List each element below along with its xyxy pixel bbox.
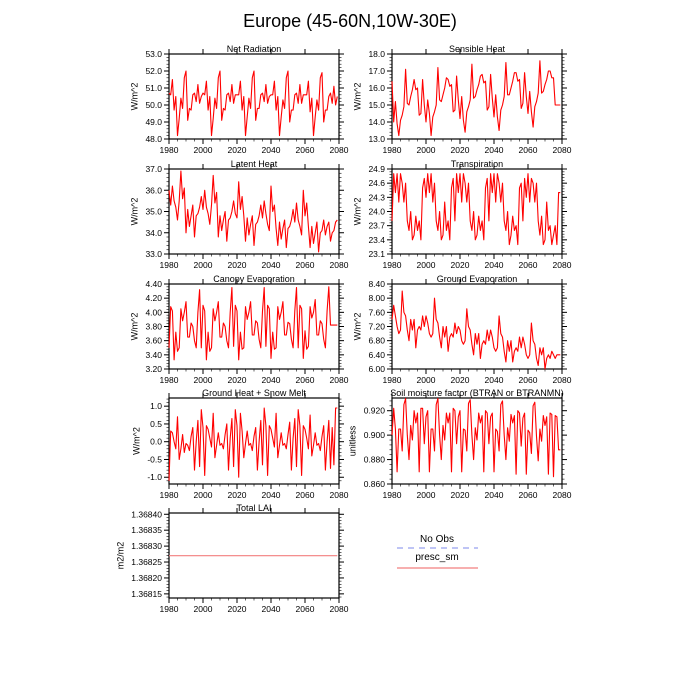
x-tick-label: 1980 — [382, 375, 402, 385]
y-tick-label: 24.3 — [368, 192, 385, 203]
y-axis-label: W/m^2 — [352, 312, 363, 341]
y-tick-label: 53.0 — [145, 49, 162, 59]
y-tick-label: 23.1 — [368, 249, 385, 259]
panels — [115, 44, 571, 614]
panel-soil-moisture-factor-btran-or-btranmn — [348, 388, 572, 500]
legend — [397, 534, 478, 568]
y-tick-label: 8.00 — [368, 293, 385, 304]
y-tick-label: 13.0 — [368, 134, 385, 144]
x-tick-label: 1980 — [382, 145, 402, 155]
x-tick-label: 2080 — [552, 260, 572, 270]
x-tick-label: 1980 — [159, 375, 179, 385]
series-line-soil-moisture-factor-btran-or-btranmn — [392, 399, 560, 477]
x-tick-label: 2060 — [295, 604, 315, 614]
y-tick-label: 1.36840 — [131, 509, 162, 520]
y-tick-label: 0.5 — [150, 418, 162, 429]
y-tick-label: 15.0 — [368, 100, 385, 110]
y-tick-label: 52.0 — [145, 66, 162, 76]
y-tick-label: 0.0 — [150, 436, 162, 447]
x-tick-label: 2040 — [484, 490, 504, 500]
y-tick-label: 6.80 — [368, 335, 385, 346]
x-tick-label: 2080 — [552, 145, 572, 155]
x-tick-label: 2040 — [261, 490, 281, 500]
y-tick-label: 7.60 — [368, 307, 385, 318]
x-tick-label: 1980 — [159, 604, 179, 614]
y-tick-label: 14.0 — [368, 117, 385, 127]
y-tick-label: 36.0 — [145, 185, 162, 196]
x-tick-label: 2080 — [329, 490, 349, 500]
x-tick-label: 2060 — [518, 260, 538, 270]
x-tick-label: 2040 — [261, 260, 281, 270]
panel-title: Total LAI — [236, 503, 272, 513]
x-tick-label: 2020 — [227, 260, 247, 270]
x-tick-label: 2060 — [518, 145, 538, 155]
x-tick-label: 2080 — [552, 490, 572, 500]
y-axis-label: m2/m2 — [115, 541, 126, 570]
x-tick-label: 1980 — [159, 145, 179, 155]
x-tick-label: 2020 — [227, 604, 247, 614]
y-tick-label: -1.0 — [147, 472, 162, 483]
x-tick-label: 2080 — [329, 260, 349, 270]
y-tick-label: 0.880 — [363, 454, 385, 465]
y-tick-label: 35.0 — [145, 206, 162, 217]
y-tick-label: 0.900 — [363, 430, 385, 441]
y-tick-label: 51.0 — [145, 83, 162, 93]
y-tick-label: 4.00 — [145, 307, 162, 318]
x-tick-label: 2000 — [193, 145, 213, 155]
y-tick-label: 3.20 — [145, 364, 162, 374]
y-tick-label: 24.9 — [368, 164, 385, 174]
x-tick-label: 2000 — [193, 604, 213, 614]
x-tick-label: 2000 — [416, 490, 436, 500]
series-line-ground-heat-snow-melt — [169, 408, 337, 481]
panel-total-lai — [115, 503, 348, 614]
x-tick-label: 2020 — [227, 490, 247, 500]
y-tick-label: 33.0 — [145, 249, 162, 259]
x-tick-label: 2020 — [450, 490, 470, 500]
y-axis-label: W/m^2 — [131, 427, 142, 455]
x-tick-label: 2000 — [416, 145, 436, 155]
y-tick-label: 1.36820 — [131, 572, 162, 583]
plot-frame — [169, 284, 339, 369]
x-tick-label: 2060 — [518, 375, 538, 385]
y-tick-label: 0.920 — [363, 405, 385, 416]
series-line-transpiration — [392, 174, 560, 245]
x-tick-label: 2060 — [295, 490, 315, 500]
plot-frame — [392, 169, 562, 254]
panel-title: Latent Heat — [230, 159, 278, 169]
panel-latent-heat — [129, 159, 348, 270]
y-tick-label: 4.40 — [145, 279, 162, 289]
x-tick-label: 2020 — [450, 260, 470, 270]
x-tick-label: 2080 — [552, 375, 572, 385]
y-tick-label: 37.0 — [145, 164, 162, 174]
panel-title: Ground Heat + Snow Melt — [202, 388, 306, 398]
y-tick-label: 17.0 — [368, 66, 385, 76]
y-axis-label: W/m^2 — [129, 197, 140, 226]
y-tick-label: 23.4 — [368, 234, 385, 245]
x-tick-label: 2000 — [193, 490, 213, 500]
y-tick-label: -0.5 — [147, 454, 162, 465]
y-tick-label: 24.6 — [368, 178, 385, 189]
y-tick-label: 49.0 — [145, 117, 162, 127]
y-tick-label: 3.40 — [145, 349, 162, 360]
x-tick-label: 2040 — [484, 260, 504, 270]
panel-title: Net Radiation — [226, 44, 282, 54]
y-axis-label: W/m^2 — [352, 197, 363, 226]
x-tick-label: 2040 — [261, 604, 281, 614]
y-tick-label: 24.0 — [368, 206, 385, 217]
x-tick-label: 2000 — [193, 375, 213, 385]
legend-label-presc-sm: presc_sm — [415, 552, 459, 563]
y-tick-label: 3.60 — [145, 335, 162, 346]
y-tick-label: 48.0 — [145, 134, 162, 144]
x-tick-label: 2020 — [450, 145, 470, 155]
y-tick-label: 1.36825 — [131, 557, 162, 568]
y-tick-label: 0.860 — [363, 479, 385, 489]
y-axis-label: unitless — [347, 425, 358, 457]
panel-ground-heat-snow-melt — [131, 388, 348, 500]
x-tick-label: 2080 — [329, 375, 349, 385]
figure-title: Europe (45-60N,10W-30E) — [243, 11, 457, 31]
panel-transpiration — [352, 159, 571, 270]
y-tick-label: 16.0 — [368, 83, 385, 93]
panel-canopy-evaporation — [129, 274, 348, 385]
y-tick-label: 3.80 — [145, 321, 162, 332]
y-tick-label: 18.0 — [368, 49, 385, 59]
x-tick-label: 1980 — [382, 260, 402, 270]
x-tick-label: 2080 — [329, 145, 349, 155]
x-tick-label: 2020 — [227, 145, 247, 155]
x-tick-label: 2000 — [416, 375, 436, 385]
series-line-canopy-evaporation — [169, 287, 337, 360]
y-axis-label: W/m^2 — [129, 312, 140, 341]
y-tick-label: 6.40 — [368, 349, 385, 360]
x-tick-label: 2060 — [295, 260, 315, 270]
x-tick-label: 2060 — [295, 375, 315, 385]
x-tick-label: 2040 — [261, 375, 281, 385]
y-tick-label: 4.20 — [145, 293, 162, 304]
y-tick-label: 23.7 — [368, 220, 385, 231]
y-tick-label: 1.36815 — [131, 588, 162, 599]
y-tick-label: 34.0 — [145, 227, 162, 238]
panel-title: Sensible Heat — [448, 44, 506, 54]
y-tick-label: 7.20 — [368, 321, 385, 332]
panel-title: Transpiration — [450, 159, 504, 169]
x-tick-label: 2020 — [450, 375, 470, 385]
panel-net-radiation — [129, 44, 348, 155]
x-tick-label: 1980 — [382, 490, 402, 500]
x-tick-label: 2000 — [416, 260, 436, 270]
panel-title: Soil moisture factor (BTRAN or BTRANMN) — [390, 388, 564, 398]
x-tick-label: 2040 — [261, 145, 281, 155]
panel-title: Canopy Evaporation — [213, 274, 295, 284]
series-line-ground-evaporation — [392, 291, 560, 369]
y-tick-label: 8.40 — [368, 279, 385, 289]
x-tick-label: 1980 — [159, 260, 179, 270]
panel-ground-evaporation — [352, 274, 571, 385]
series-line-sensible-heat — [392, 61, 560, 136]
x-tick-label: 2080 — [329, 604, 349, 614]
x-tick-label: 2020 — [227, 375, 247, 385]
x-tick-label: 2060 — [295, 145, 315, 155]
panel-title: Ground Evaporation — [436, 274, 518, 284]
x-tick-label: 2000 — [193, 260, 213, 270]
y-tick-label: 1.36830 — [131, 541, 162, 552]
panel-sensible-heat — [352, 44, 571, 155]
series-line-latent-heat — [169, 171, 337, 252]
x-tick-label: 2040 — [484, 145, 504, 155]
y-tick-label: 1.36835 — [131, 525, 162, 536]
y-tick-label: 50.0 — [145, 100, 162, 110]
x-tick-label: 1980 — [159, 490, 179, 500]
y-tick-label: 6.00 — [368, 364, 385, 374]
y-tick-label: 1.0 — [150, 401, 162, 412]
y-axis-label: W/m^2 — [352, 82, 363, 111]
x-tick-label: 2060 — [518, 490, 538, 500]
x-tick-label: 2040 — [484, 375, 504, 385]
series-line-net-radiation — [169, 71, 337, 136]
legend-label-no-obs: No Obs — [420, 534, 454, 545]
y-axis-label: W/m^2 — [129, 82, 140, 111]
